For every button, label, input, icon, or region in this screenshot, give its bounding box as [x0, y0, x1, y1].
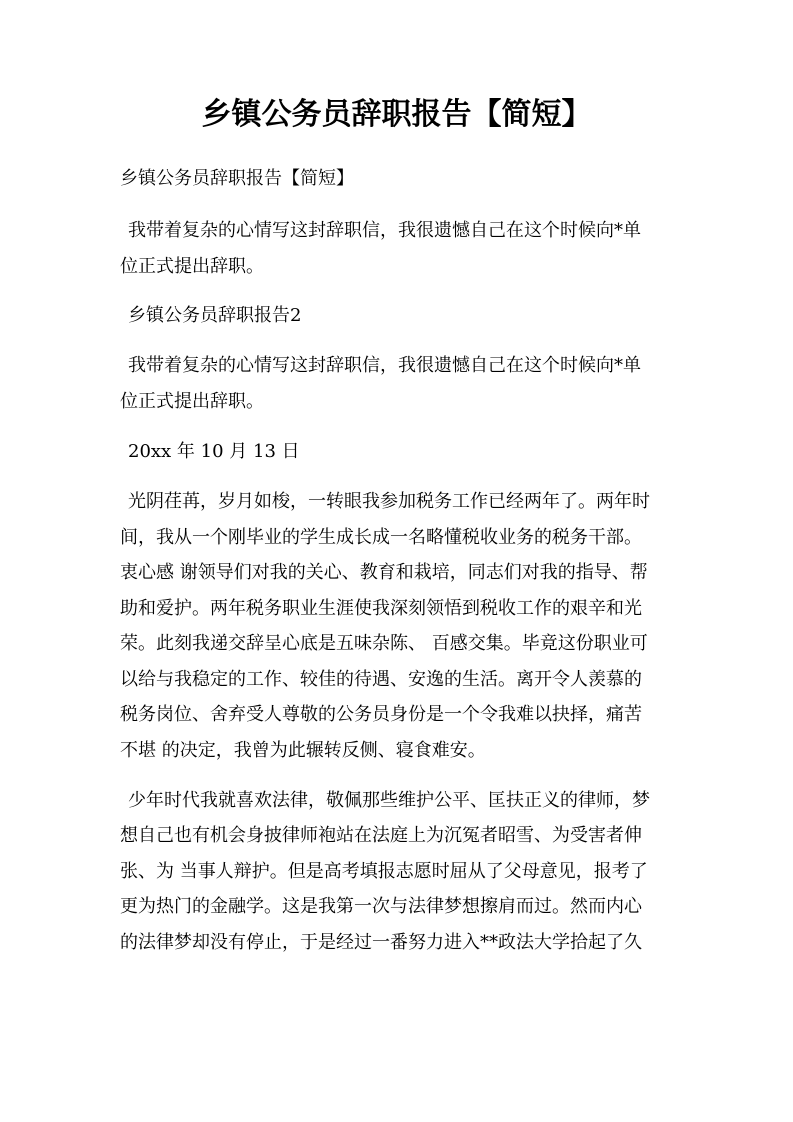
- paragraph-line: 间，我从一个刚毕业的学生成长成一名略懂税收业务的税务干部。: [120, 527, 642, 548]
- paragraph-line: 我带着复杂的心情写这封辞职信，我很遗憾自己在这个时候向*单: [128, 355, 641, 376]
- paragraph-line: 衷心感 谢领导们对我的关心、教育和栽培，同志们对我的指导、帮: [120, 562, 648, 583]
- paragraph-line: 光阴荏苒，岁月如梭，一转眼我参加税务工作已经两年了。两年时: [128, 491, 650, 512]
- paragraph-line: 张、为 当事人辩护。但是高考填报志愿时屈从了父母意见，报考了: [120, 861, 648, 882]
- paragraph-line: 少年时代我就喜欢法律，敬佩那些维护公平、匡扶正义的律师，梦: [128, 790, 650, 811]
- section-heading-line: 乡镇公务员辞职报告2: [128, 305, 302, 326]
- paragraph-line: 位正式提出辞职。: [120, 256, 264, 277]
- paragraph-line: 的法律梦却没有停止，于是经过一番努力进入**政法大学拾起了久: [120, 932, 642, 953]
- paragraph-line: 税务岗位、舍弃受人尊敬的公务员身份是一个令我难以抉择，痛苦: [120, 704, 642, 725]
- paragraph-line: 不堪 的决定，我曾为此辗转反侧、寝食难安。: [120, 740, 486, 761]
- paragraph-line: 想自己也有机会身披律师袍站在法庭上为沉冤者昭雪、为受害者伸: [120, 825, 642, 846]
- paragraph-line: 荣。此刻我递交辞呈心底是五味杂陈、 百感交集。毕竟这份职业可: [120, 633, 648, 654]
- paragraph-line: 更为热门的金融学。这是我第一次与法律梦想擦肩而过。然而内心: [120, 896, 642, 917]
- paragraph-line: 以给与我稳定的工作、较佳的待遇、安逸的生活。离开令人羡慕的: [120, 669, 642, 690]
- paragraph-line: 位正式提出辞职。: [120, 391, 264, 412]
- paragraph-line: 助和爱护。两年税务职业生涯使我深刻领悟到税收工作的艰辛和光: [120, 598, 642, 619]
- subtitle-line: 乡镇公务员辞职报告【简短】: [120, 168, 354, 189]
- date-line: 20xx 年 10 月 13 日: [128, 441, 300, 462]
- paragraph-line: 我带着复杂的心情写这封辞职信，我很遗憾自己在这个时候向*单: [128, 220, 641, 241]
- document-title: 乡镇公务员辞职报告【简短】: [201, 97, 592, 132]
